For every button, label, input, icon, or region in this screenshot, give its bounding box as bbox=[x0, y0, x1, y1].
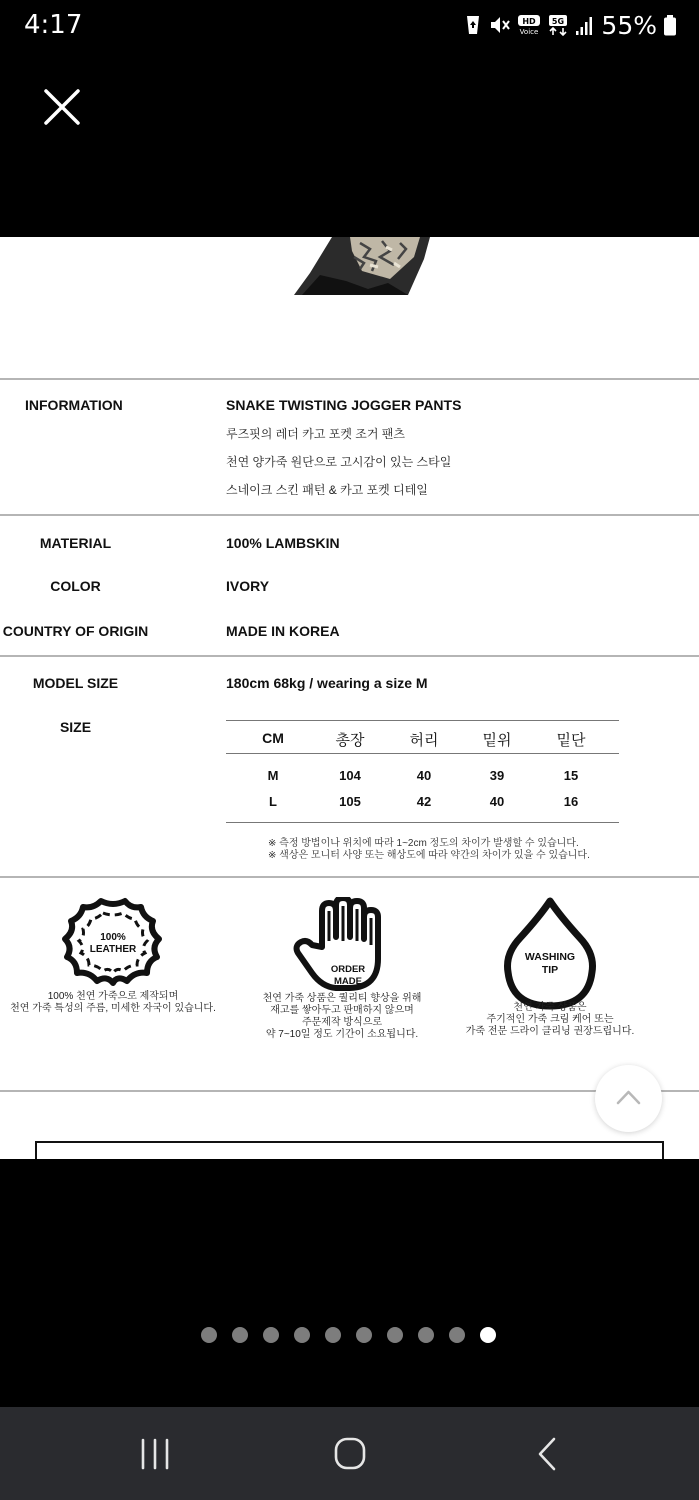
status-bar bbox=[0, 0, 699, 52]
washing-badge-line: TIP bbox=[541, 964, 559, 976]
divider bbox=[0, 876, 699, 878]
page-dot[interactable] bbox=[263, 1327, 279, 1343]
size-note: ※ 색상은 모니터 사양 또는 해상도에 따라 약간의 차이가 있을 수 있습니다. bbox=[268, 850, 590, 861]
leather-badge-line: 100% bbox=[100, 932, 126, 943]
care-caption: 약 7~10일 정도 기간이 소요됩니다. bbox=[265, 1029, 419, 1040]
hd-label: HD bbox=[522, 17, 537, 26]
table-cell: 16 bbox=[563, 794, 579, 809]
order-badge-line: ORDER bbox=[330, 964, 366, 975]
water-drop-icon bbox=[500, 896, 600, 1012]
table-cell: 40 bbox=[416, 768, 432, 783]
origin-label: COUNTRY OF ORIGIN bbox=[2, 623, 149, 639]
product-photo bbox=[290, 237, 430, 297]
divider bbox=[0, 378, 699, 380]
material-value: 100% LAMBSKIN bbox=[226, 535, 340, 551]
size-label: SIZE bbox=[59, 719, 92, 735]
care-caption: 주문제작 방식으로 bbox=[301, 1017, 383, 1028]
navigation-bar bbox=[0, 1407, 699, 1500]
table-header: 총장 bbox=[335, 732, 365, 749]
table-header: CM bbox=[262, 730, 284, 746]
table-line bbox=[226, 822, 619, 823]
model-size-label: MODEL SIZE bbox=[32, 675, 119, 691]
material-label: MATERIAL bbox=[39, 535, 112, 551]
page-dot[interactable] bbox=[325, 1327, 341, 1343]
mute-icon bbox=[489, 14, 511, 36]
model-size-value: 180cm 68kg / wearing a size M bbox=[226, 675, 428, 691]
origin-value: MADE IN KOREA bbox=[226, 623, 340, 639]
product-desc-line: 스네이크 스킨 패턴 & 카고 포켓 디테일 bbox=[226, 483, 428, 497]
care-order-made bbox=[222, 897, 462, 1041]
table-line bbox=[226, 720, 619, 721]
table-cell: 105 bbox=[339, 794, 361, 809]
scroll-to-top-button[interactable] bbox=[595, 1065, 662, 1132]
page-dot[interactable] bbox=[294, 1327, 310, 1343]
product-name: SNAKE TWISTING JOGGER PANTS bbox=[226, 397, 462, 413]
table-header: 밑단 bbox=[556, 732, 586, 749]
table-line bbox=[226, 753, 619, 754]
page-dot[interactable] bbox=[356, 1327, 372, 1343]
leather-badge-line: LEATHER bbox=[89, 944, 137, 955]
divider bbox=[0, 514, 699, 516]
table-cell: 40 bbox=[489, 794, 505, 809]
care-caption: 100% 천연 가죽으로 제작되며 bbox=[47, 991, 179, 1002]
back-icon[interactable] bbox=[522, 1431, 572, 1477]
care-caption: 천연 가죽 상품은 퀄리티 향상을 위해 bbox=[262, 993, 422, 1004]
battery-percent: 55% bbox=[601, 10, 657, 40]
5g-icon bbox=[547, 14, 569, 36]
table-cell: 39 bbox=[489, 768, 505, 783]
hand-icon bbox=[292, 897, 392, 991]
table-cell: L bbox=[269, 794, 277, 809]
leather-hide-icon bbox=[61, 897, 165, 987]
table-cell: 104 bbox=[339, 768, 361, 783]
signal-icon bbox=[575, 14, 593, 36]
divider bbox=[0, 655, 699, 657]
care-caption: 천연 가죽 특성의 주름, 미세한 자국이 있습니다. bbox=[10, 1003, 216, 1014]
info-label: INFORMATION bbox=[25, 397, 123, 413]
chevron-up-icon bbox=[595, 1065, 662, 1132]
recent-apps-icon[interactable] bbox=[130, 1431, 180, 1477]
care-caption: 가죽 전문 드라이 클리닝 권장드립니다. bbox=[465, 1026, 635, 1037]
voice-label: Voice bbox=[520, 28, 539, 36]
table-cell: 15 bbox=[563, 768, 579, 783]
product-desc-line: 루즈핏의 레더 카고 포켓 조거 팬츠 bbox=[226, 427, 405, 441]
page-dot[interactable] bbox=[449, 1327, 465, 1343]
care-washing-tip bbox=[430, 897, 670, 1038]
care-caption: 천연 가죽 상품은 bbox=[513, 1002, 587, 1013]
status-time: 4:17 bbox=[24, 10, 83, 40]
care-caption: 재고를 쌓아두고 판매하지 않으며 bbox=[270, 1005, 414, 1016]
table-header: 허리 bbox=[409, 732, 439, 749]
network-label: 5G bbox=[552, 17, 565, 26]
hd-voice-icon bbox=[517, 14, 541, 36]
washing-badge-line: WASHING bbox=[524, 951, 576, 963]
page-dot-active[interactable] bbox=[480, 1327, 496, 1343]
table-cell: 42 bbox=[416, 794, 432, 809]
page-dot[interactable] bbox=[418, 1327, 434, 1343]
order-badge-line: MADE bbox=[334, 976, 362, 987]
recycle-icon bbox=[463, 14, 483, 36]
page-dot[interactable] bbox=[201, 1327, 217, 1343]
product-detail-image bbox=[0, 237, 699, 1159]
product-desc-line: 천연 양가죽 원단으로 고시감이 있는 스타일 bbox=[226, 455, 452, 469]
status-icons bbox=[463, 10, 677, 40]
page-dot[interactable] bbox=[387, 1327, 403, 1343]
color-value: IVORY bbox=[226, 578, 270, 594]
content-frame bbox=[35, 1141, 664, 1159]
color-label: COLOR bbox=[50, 578, 101, 594]
table-cell: M bbox=[267, 768, 279, 783]
care-leather bbox=[0, 897, 233, 1015]
image-pagination bbox=[201, 1327, 496, 1343]
table-header: 밑위 bbox=[482, 732, 512, 749]
battery-icon bbox=[663, 14, 677, 36]
care-caption: 주기적인 가죽 크림 케어 또는 bbox=[486, 1014, 614, 1025]
close-icon[interactable] bbox=[40, 85, 84, 129]
home-icon[interactable] bbox=[325, 1431, 375, 1477]
page-dot[interactable] bbox=[232, 1327, 248, 1343]
size-note: ※ 측정 방법이나 위치에 따라 1~2cm 정도의 차이가 발생할 수 있습니다. bbox=[268, 838, 579, 849]
